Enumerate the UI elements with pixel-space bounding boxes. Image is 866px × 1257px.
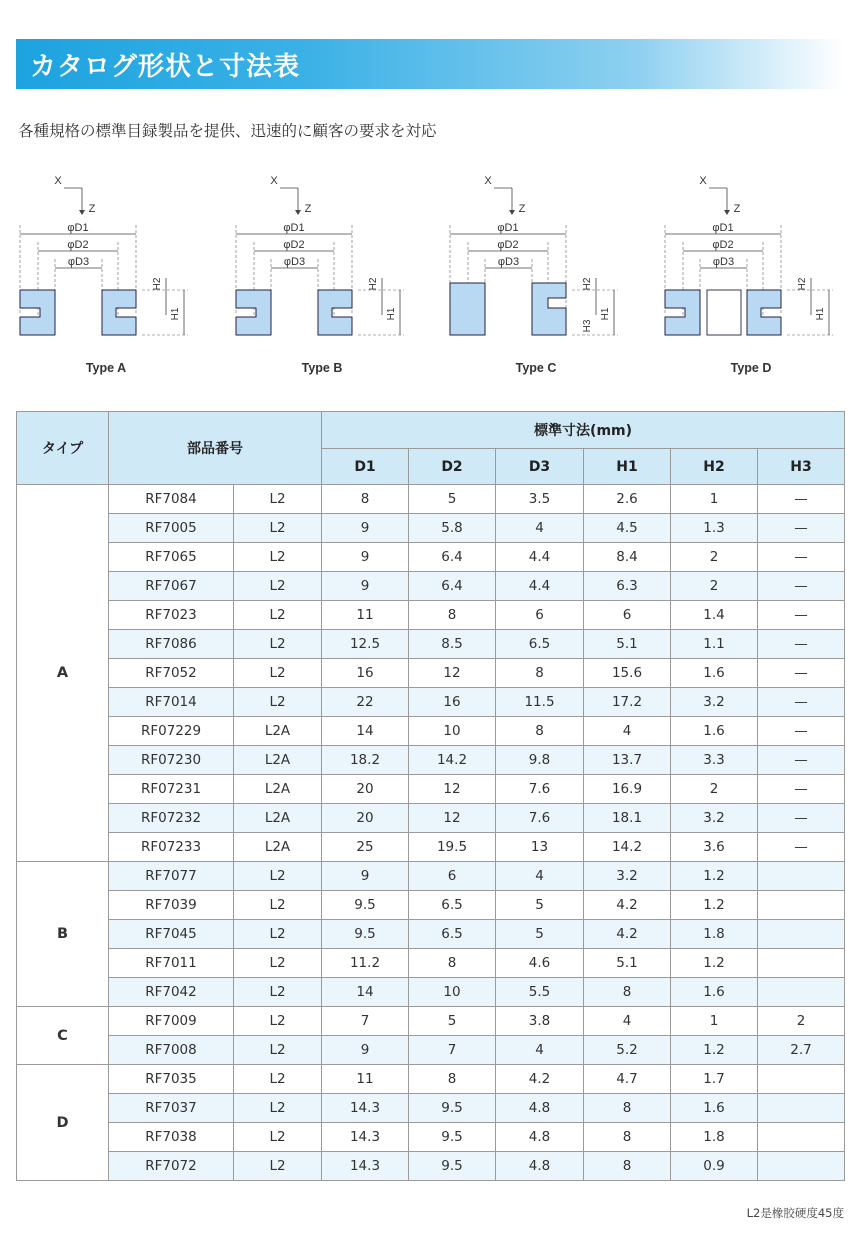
d1-label: φD1 — [67, 222, 89, 234]
part-number-cell: RF7072 — [109, 1152, 234, 1181]
dim-cell: 9 — [322, 543, 409, 572]
header-h1: H1 — [584, 449, 671, 485]
d1-label: φD1 — [712, 222, 734, 234]
diagram-type-d — [665, 175, 833, 375]
dim-cell: 14.2 — [584, 833, 671, 862]
dim-cell: 9 — [322, 572, 409, 601]
dim-cell: 2 — [671, 572, 758, 601]
title-banner — [16, 39, 844, 89]
dim-cell: 12 — [409, 804, 496, 833]
table-row — [17, 775, 845, 804]
d2-label: φD2 — [67, 239, 89, 251]
dim-cell: 1.6 — [671, 978, 758, 1007]
dim-cell: 9.8 — [496, 746, 584, 775]
dim-cell: 5.2 — [584, 1036, 671, 1065]
h3-label: H3 — [582, 319, 593, 333]
dim-cell: 4.2 — [584, 891, 671, 920]
axis-x-label: X — [54, 175, 62, 187]
dim-cell: 14.3 — [322, 1123, 409, 1152]
table-row — [17, 746, 845, 775]
dim-cell: 6 — [584, 601, 671, 630]
d1-label: φD1 — [497, 222, 519, 234]
dim-cell: 14 — [322, 978, 409, 1007]
dim-cell: 8 — [584, 1094, 671, 1123]
dim-cell: 6.5 — [496, 630, 584, 659]
dim-cell: — — [758, 775, 845, 804]
dim-cell: 8.5 — [409, 630, 496, 659]
dim-cell: 1.8 — [671, 1123, 758, 1152]
diagram-type-b — [236, 175, 404, 375]
table-row — [17, 1007, 845, 1036]
dim-cell: 5 — [409, 1007, 496, 1036]
dim-cell: 4.7 — [584, 1065, 671, 1094]
dim-cell: 6 — [496, 601, 584, 630]
dim-cell: 2 — [671, 775, 758, 804]
table-row — [17, 1123, 845, 1152]
dim-cell: 8 — [584, 1152, 671, 1181]
material-cell: L2 — [234, 630, 322, 659]
part-number-cell: RF7009 — [109, 1007, 234, 1036]
dim-cell: 3.5 — [496, 485, 584, 514]
dim-cell: 10 — [409, 717, 496, 746]
table-row — [17, 630, 845, 659]
d1-label: φD1 — [283, 222, 305, 234]
dim-cell: 1.3 — [671, 514, 758, 543]
h1-label: H1 — [386, 307, 397, 321]
part-number-cell: RF7045 — [109, 920, 234, 949]
material-cell: L2 — [234, 514, 322, 543]
part-number-cell: RF7052 — [109, 659, 234, 688]
dim-cell: 1 — [671, 1007, 758, 1036]
part-number-cell: RF7038 — [109, 1123, 234, 1152]
part-number-cell: RF7065 — [109, 543, 234, 572]
dim-cell: 12 — [409, 659, 496, 688]
dim-cell: 1.1 — [671, 630, 758, 659]
table-row — [17, 1036, 845, 1065]
material-cell: L2 — [234, 485, 322, 514]
dim-cell: 0.9 — [671, 1152, 758, 1181]
type-label: Type B — [301, 361, 343, 375]
material-cell: L2 — [234, 978, 322, 1007]
d3-label: φD3 — [67, 256, 90, 268]
diagram-type-a — [20, 175, 188, 375]
dim-cell: 4.2 — [496, 1065, 584, 1094]
axis-z-label: Z — [518, 203, 526, 215]
type-cell: A — [17, 485, 109, 862]
dim-cell: 6.5 — [409, 891, 496, 920]
dim-cell: 2.7 — [758, 1036, 845, 1065]
dim-cell: 6 — [409, 862, 496, 891]
material-cell: L2 — [234, 659, 322, 688]
dim-cell: — — [758, 630, 845, 659]
h2-label: H2 — [152, 277, 163, 291]
dim-cell: 8 — [584, 978, 671, 1007]
dim-cell: 7.6 — [496, 804, 584, 833]
h2-label: H2 — [582, 277, 593, 291]
header-h2: H2 — [671, 449, 758, 485]
dim-cell: 4.4 — [496, 543, 584, 572]
dim-cell: — — [758, 543, 845, 572]
dim-cell: 6.3 — [584, 572, 671, 601]
subtitle: 各種規格の標準目録製品を提供、迅速的に顧客の要求を対応 — [18, 122, 437, 140]
dim-cell: 3.6 — [671, 833, 758, 862]
part-number-cell: RF07231 — [109, 775, 234, 804]
dim-cell: 1 — [671, 485, 758, 514]
dim-cell: 8 — [496, 717, 584, 746]
dim-cell: 1.2 — [671, 949, 758, 978]
dim-cell: 8 — [584, 1123, 671, 1152]
part-number-cell: RF7067 — [109, 572, 234, 601]
axis-z-label: Z — [733, 203, 741, 215]
material-cell: L2 — [234, 1094, 322, 1123]
dim-cell — [758, 862, 845, 891]
part-number-cell: RF7008 — [109, 1036, 234, 1065]
table-row — [17, 688, 845, 717]
dim-cell: 11.5 — [496, 688, 584, 717]
part-number-cell: RF7077 — [109, 862, 234, 891]
dim-cell: 6.5 — [409, 920, 496, 949]
dim-cell: 8 — [409, 601, 496, 630]
part-number-cell: RF7035 — [109, 1065, 234, 1094]
dim-cell: 5.1 — [584, 949, 671, 978]
material-cell: L2 — [234, 1036, 322, 1065]
dim-cell: 1.2 — [671, 862, 758, 891]
dim-cell: 1.2 — [671, 1036, 758, 1065]
table-row — [17, 485, 845, 514]
dim-cell: 4.8 — [496, 1094, 584, 1123]
part-number-cell: RF7023 — [109, 601, 234, 630]
d2-label: φD2 — [712, 239, 734, 251]
dim-cell: 4.6 — [496, 949, 584, 978]
dim-cell: 8 — [496, 659, 584, 688]
dim-cell: 7.6 — [496, 775, 584, 804]
dim-cell: — — [758, 833, 845, 862]
dim-cell: 9 — [322, 1036, 409, 1065]
part-number-cell: RF07233 — [109, 833, 234, 862]
dim-cell: 9.5 — [409, 1152, 496, 1181]
material-cell: L2A — [234, 746, 322, 775]
dim-cell: 18.1 — [584, 804, 671, 833]
dim-cell: 1.6 — [671, 1094, 758, 1123]
table-row — [17, 920, 845, 949]
table-row — [17, 543, 845, 572]
part-number-cell: RF7084 — [109, 485, 234, 514]
dim-cell: 3.2 — [584, 862, 671, 891]
dim-cell: — — [758, 804, 845, 833]
table-row — [17, 572, 845, 601]
dim-cell: 3.2 — [671, 688, 758, 717]
dim-cell: 3.2 — [671, 804, 758, 833]
header-d1: D1 — [322, 449, 409, 485]
dim-cell: 9.5 — [322, 920, 409, 949]
table-row — [17, 514, 845, 543]
dim-cell: 8 — [409, 1065, 496, 1094]
axis-x-label: X — [270, 175, 278, 187]
dim-cell: 14.3 — [322, 1152, 409, 1181]
spec-table — [16, 411, 845, 1181]
table-row — [17, 659, 845, 688]
dim-cell: 9 — [322, 862, 409, 891]
table-row — [17, 978, 845, 1007]
material-cell: L2 — [234, 920, 322, 949]
dim-cell — [758, 1123, 845, 1152]
material-cell: L2 — [234, 572, 322, 601]
dim-cell: 4.8 — [496, 1123, 584, 1152]
dim-cell: 6.4 — [409, 543, 496, 572]
dim-cell: 19.5 — [409, 833, 496, 862]
material-cell: L2 — [234, 1152, 322, 1181]
dim-cell: 6.4 — [409, 572, 496, 601]
footnote: L2是橡胶硬度45度 — [746, 1206, 844, 1220]
dim-cell: 22 — [322, 688, 409, 717]
header-d2: D2 — [409, 449, 496, 485]
dim-cell: — — [758, 514, 845, 543]
dim-cell: 1.6 — [671, 717, 758, 746]
part-number-cell: RF7037 — [109, 1094, 234, 1123]
material-cell: L2A — [234, 804, 322, 833]
dim-cell: 5 — [496, 920, 584, 949]
material-cell: L2A — [234, 775, 322, 804]
h1-label: H1 — [600, 307, 611, 321]
table-row — [17, 833, 845, 862]
page-title: カタログ形状と寸法表 — [30, 52, 301, 82]
dim-cell: 15.6 — [584, 659, 671, 688]
dim-cell: 25 — [322, 833, 409, 862]
d2-label: φD2 — [497, 239, 519, 251]
type-label: Type D — [730, 361, 772, 375]
table-row — [17, 862, 845, 891]
dim-cell: 8 — [409, 949, 496, 978]
type-label: Type A — [85, 361, 127, 375]
dim-cell: 4.8 — [496, 1152, 584, 1181]
part-number-cell: RF07232 — [109, 804, 234, 833]
dim-cell: 5.5 — [496, 978, 584, 1007]
dim-cell — [758, 891, 845, 920]
material-cell: L2A — [234, 717, 322, 746]
part-number-cell: RF07229 — [109, 717, 234, 746]
table-row — [17, 1065, 845, 1094]
dim-cell: 12.5 — [322, 630, 409, 659]
h1-label: H1 — [170, 307, 181, 321]
header-h3: H3 — [758, 449, 845, 485]
dim-cell — [758, 1094, 845, 1123]
header-standard-dims: 標準寸法(mm) — [322, 412, 845, 449]
dim-cell: 11 — [322, 1065, 409, 1094]
dim-cell: 1.7 — [671, 1065, 758, 1094]
dim-cell — [758, 949, 845, 978]
dim-cell: 9.5 — [409, 1123, 496, 1152]
dim-cell — [758, 978, 845, 1007]
dim-cell: 13 — [496, 833, 584, 862]
dim-cell: 10 — [409, 978, 496, 1007]
dim-cell: 7 — [409, 1036, 496, 1065]
dim-cell: 1.4 — [671, 601, 758, 630]
axis-x-label: X — [699, 175, 707, 187]
part-number-cell: RF7011 — [109, 949, 234, 978]
dim-cell: 2 — [671, 543, 758, 572]
type-cell: C — [17, 1007, 109, 1065]
material-cell: L2 — [234, 949, 322, 978]
table-row — [17, 1094, 845, 1123]
dim-cell: 9.5 — [409, 1094, 496, 1123]
dim-cell: 7 — [322, 1007, 409, 1036]
part-number-cell: RF7086 — [109, 630, 234, 659]
dim-cell: 14 — [322, 717, 409, 746]
part-number-cell: RF7014 — [109, 688, 234, 717]
dim-cell: 1.2 — [671, 891, 758, 920]
dim-cell — [758, 1152, 845, 1181]
axis-z-label: Z — [304, 203, 312, 215]
dim-cell: 12 — [409, 775, 496, 804]
dim-cell: — — [758, 717, 845, 746]
type-diagrams — [0, 165, 866, 385]
dim-cell: 13.7 — [584, 746, 671, 775]
type-cell: B — [17, 862, 109, 1007]
material-cell: L2 — [234, 1123, 322, 1152]
material-cell: L2 — [234, 601, 322, 630]
dim-cell: 16.9 — [584, 775, 671, 804]
material-cell: L2 — [234, 891, 322, 920]
dim-cell: 5.1 — [584, 630, 671, 659]
dim-cell — [758, 1065, 845, 1094]
dim-cell: 2.6 — [584, 485, 671, 514]
dim-cell: — — [758, 601, 845, 630]
part-number-cell: RF7042 — [109, 978, 234, 1007]
dim-cell: 14.3 — [322, 1094, 409, 1123]
dim-cell: 4.5 — [584, 514, 671, 543]
axis-x-label: X — [484, 175, 492, 187]
table-row — [17, 1152, 845, 1181]
dim-cell: 4 — [496, 1036, 584, 1065]
material-cell: L2 — [234, 862, 322, 891]
h2-label: H2 — [368, 277, 379, 291]
dim-cell: — — [758, 572, 845, 601]
dim-cell: — — [758, 746, 845, 775]
dim-cell: — — [758, 485, 845, 514]
dim-cell: 20 — [322, 804, 409, 833]
axis-z-label: Z — [88, 203, 96, 215]
dim-cell: 16 — [409, 688, 496, 717]
d3-label: φD3 — [712, 256, 735, 268]
d3-label: φD3 — [497, 256, 520, 268]
dim-cell: 4.2 — [584, 920, 671, 949]
d2-label: φD2 — [283, 239, 305, 251]
header-d3: D3 — [496, 449, 584, 485]
h2-label: H2 — [797, 277, 808, 291]
d3-label: φD3 — [283, 256, 306, 268]
dim-cell: 4 — [496, 862, 584, 891]
table-row — [17, 949, 845, 978]
type-label: Type C — [515, 361, 557, 375]
dim-cell: 2 — [758, 1007, 845, 1036]
table-row — [17, 891, 845, 920]
type-cell: D — [17, 1065, 109, 1181]
dim-cell: 5 — [496, 891, 584, 920]
dim-cell: 1.8 — [671, 920, 758, 949]
dim-cell: 5.8 — [409, 514, 496, 543]
diagram-type-c — [450, 175, 618, 375]
part-number-cell: RF7039 — [109, 891, 234, 920]
dim-cell: 3.3 — [671, 746, 758, 775]
part-number-cell: RF7005 — [109, 514, 234, 543]
material-cell: L2 — [234, 1007, 322, 1036]
dim-cell: 20 — [322, 775, 409, 804]
header-type: タイプ — [17, 412, 109, 485]
material-cell: L2 — [234, 1065, 322, 1094]
table-row — [17, 804, 845, 833]
dim-cell: 18.2 — [322, 746, 409, 775]
dim-cell: — — [758, 659, 845, 688]
table-row — [17, 601, 845, 630]
material-cell: L2 — [234, 543, 322, 572]
dim-cell: 16 — [322, 659, 409, 688]
dim-cell: 9.5 — [322, 891, 409, 920]
material-cell: L2 — [234, 688, 322, 717]
dim-cell: 4 — [584, 717, 671, 746]
h1-label: H1 — [815, 307, 826, 321]
dim-cell: 14.2 — [409, 746, 496, 775]
dim-cell: 9 — [322, 514, 409, 543]
dim-cell — [758, 920, 845, 949]
dim-cell: 8.4 — [584, 543, 671, 572]
dim-cell: 4.4 — [496, 572, 584, 601]
dim-cell: 3.8 — [496, 1007, 584, 1036]
dim-cell: 11 — [322, 601, 409, 630]
dim-cell: 5 — [409, 485, 496, 514]
dim-cell: 11.2 — [322, 949, 409, 978]
dim-cell: 17.2 — [584, 688, 671, 717]
header-part-number: 部品番号 — [109, 412, 322, 485]
material-cell: L2A — [234, 833, 322, 862]
part-number-cell: RF07230 — [109, 746, 234, 775]
dim-cell: — — [758, 688, 845, 717]
dim-cell: 4 — [584, 1007, 671, 1036]
dim-cell: 4 — [496, 514, 584, 543]
table-row — [17, 717, 845, 746]
dim-cell: 1.6 — [671, 659, 758, 688]
dim-cell: 8 — [322, 485, 409, 514]
